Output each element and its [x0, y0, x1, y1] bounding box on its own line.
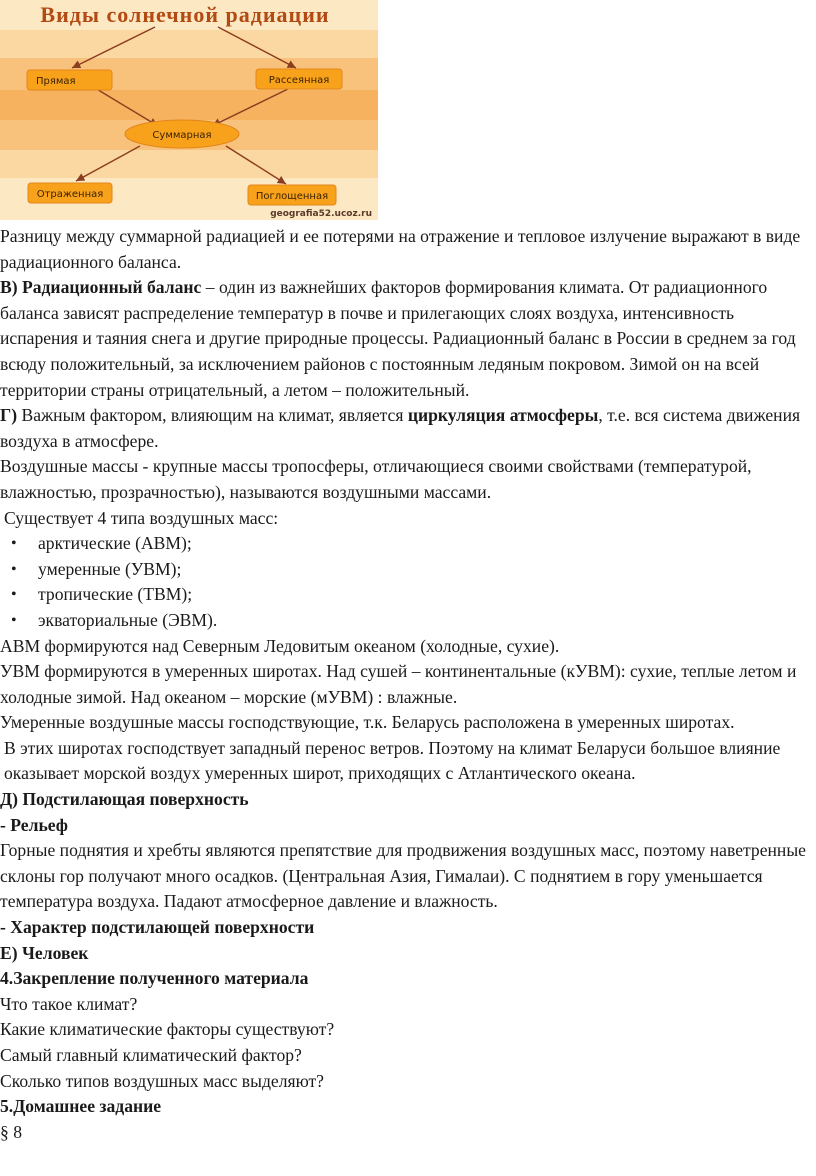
paragraph-radiation-balance-text: – один из важнейших факторов формирования климата. От радиационного баланса зависят распределение температур в почве и прилегающих слоях воздуха, интенсивность испарения и таяния снега и другие природные процессы. Радиационный баланс в России в среднем за год всюду положительный, за исключением районов с постоянным ледяным покровом. Зимой он на всей территории страны отрицательный, а летом – положительный. [0, 277, 796, 400]
diagram-title: Виды солнечной радиации [40, 2, 330, 27]
list-item: • умеренные (УВМ); [0, 557, 812, 583]
paragraph-circulation-end: , т.е. вся система движения воздуха в атмосфере. [0, 405, 801, 451]
heading-surface-text: - Характер подстилающей поверхности [0, 917, 315, 938]
question-4: Сколько типов воздушных масс выделяют? [0, 1070, 324, 1091]
heading-relief-text: - Рельеф [0, 814, 68, 835]
paragraph-circulation-text: Важным фактором, влияющим на климат, является [17, 405, 408, 426]
paragraph-western-transfer: В этих широтах господствует западный перенос ветров. Поэтому на климат Беларуси большое влияние оказывает морской воздух умеренных широт, приходящих с Атлантического океана. [4, 737, 781, 784]
homework: § 8 [0, 1121, 22, 1142]
heading-4 [0, 966, 812, 992]
paragraph-circulation [0, 403, 812, 454]
paragraph-types-intro: Существует 4 типа воздушных масс: [4, 507, 279, 528]
term-circulation: циркуляция атмосферы [407, 405, 599, 426]
question-3: Самый главный климатический фактор? [0, 1045, 302, 1065]
heading-v: В) Радиационный баланс [0, 277, 202, 298]
diagram-svg [0, 0, 378, 220]
node-reflected: Отраженная [36, 189, 104, 200]
heading-e-text: Е) Человек [0, 942, 89, 963]
paragraph-temperate: Умеренные воздушные массы господствующие, т.к. Беларусь расположена в умеренных широтах. [0, 712, 735, 733]
air-mass-types-list [0, 531, 812, 633]
heading-relief [0, 813, 812, 839]
paragraph-avm: АВМ формируются над Северным Ледовитым океаном (холодные, сухие). [0, 635, 560, 656]
band-6 [0, 150, 378, 178]
heading-4-text: 4.Закрепление полученного материала [0, 968, 309, 989]
list-item: • арктические (АВМ); [0, 531, 812, 557]
heading-5 [0, 1094, 812, 1120]
watermark: geografia52.ucoz.ru [270, 209, 372, 219]
paragraph-radiation-balance [0, 275, 812, 403]
list-item: • тропические (ТВМ); [0, 582, 812, 608]
node-total: Суммарная [152, 130, 212, 141]
heading-g: Г) [0, 405, 18, 426]
band-2 [0, 30, 378, 58]
list-item: • экваториальные (ЭВМ). [0, 608, 812, 634]
node-direct: Прямая [36, 76, 76, 87]
heading-d-text: Д) Подстилающая поверхность [0, 789, 249, 810]
node-absorbed: Поглощенная [255, 191, 329, 202]
document-body [0, 224, 812, 1145]
heading-5-text: 5.Домашнее задание [0, 1096, 162, 1117]
band-4 [0, 90, 378, 120]
question-1: Что такое климат? [0, 993, 138, 1014]
solar-radiation-diagram [0, 0, 378, 220]
node-scattered: Рассеянная [268, 75, 330, 86]
heading-surface [0, 915, 812, 941]
paragraph-air-masses: Воздушные массы - крупные массы тропосферы, отличающиеся своими свойствами (температурой, влажностью, прозрачностью), называются воздушными массами. [0, 456, 752, 502]
question-2: Какие климатические факторы существуют? [0, 1019, 335, 1040]
paragraph-radiation-balance-intro: Разницу между суммарной радиацией и ее потерями на отражение и тепловое излучение выражают в виде радиационного баланса. [0, 226, 801, 272]
paragraph-uvm: УВМ формируются в умеренных широтах. Над сушей – континентальные (кУВМ): сухие, теплые летом и холодные зимой. Над океаном – морские (мУВМ) : влажные. [0, 661, 797, 707]
heading-e [0, 941, 812, 967]
heading-d [0, 787, 812, 813]
paragraph-mountains: Горные поднятия и хребты являются препятствие для продвижения воздушных масс, поэтому наветренные склоны гор получают много осадков. (Центральная Азия, Гималаи). С поднятием в гору уменьшается температура воздуха. Падают атмосферное давление и влажность. [0, 840, 806, 912]
